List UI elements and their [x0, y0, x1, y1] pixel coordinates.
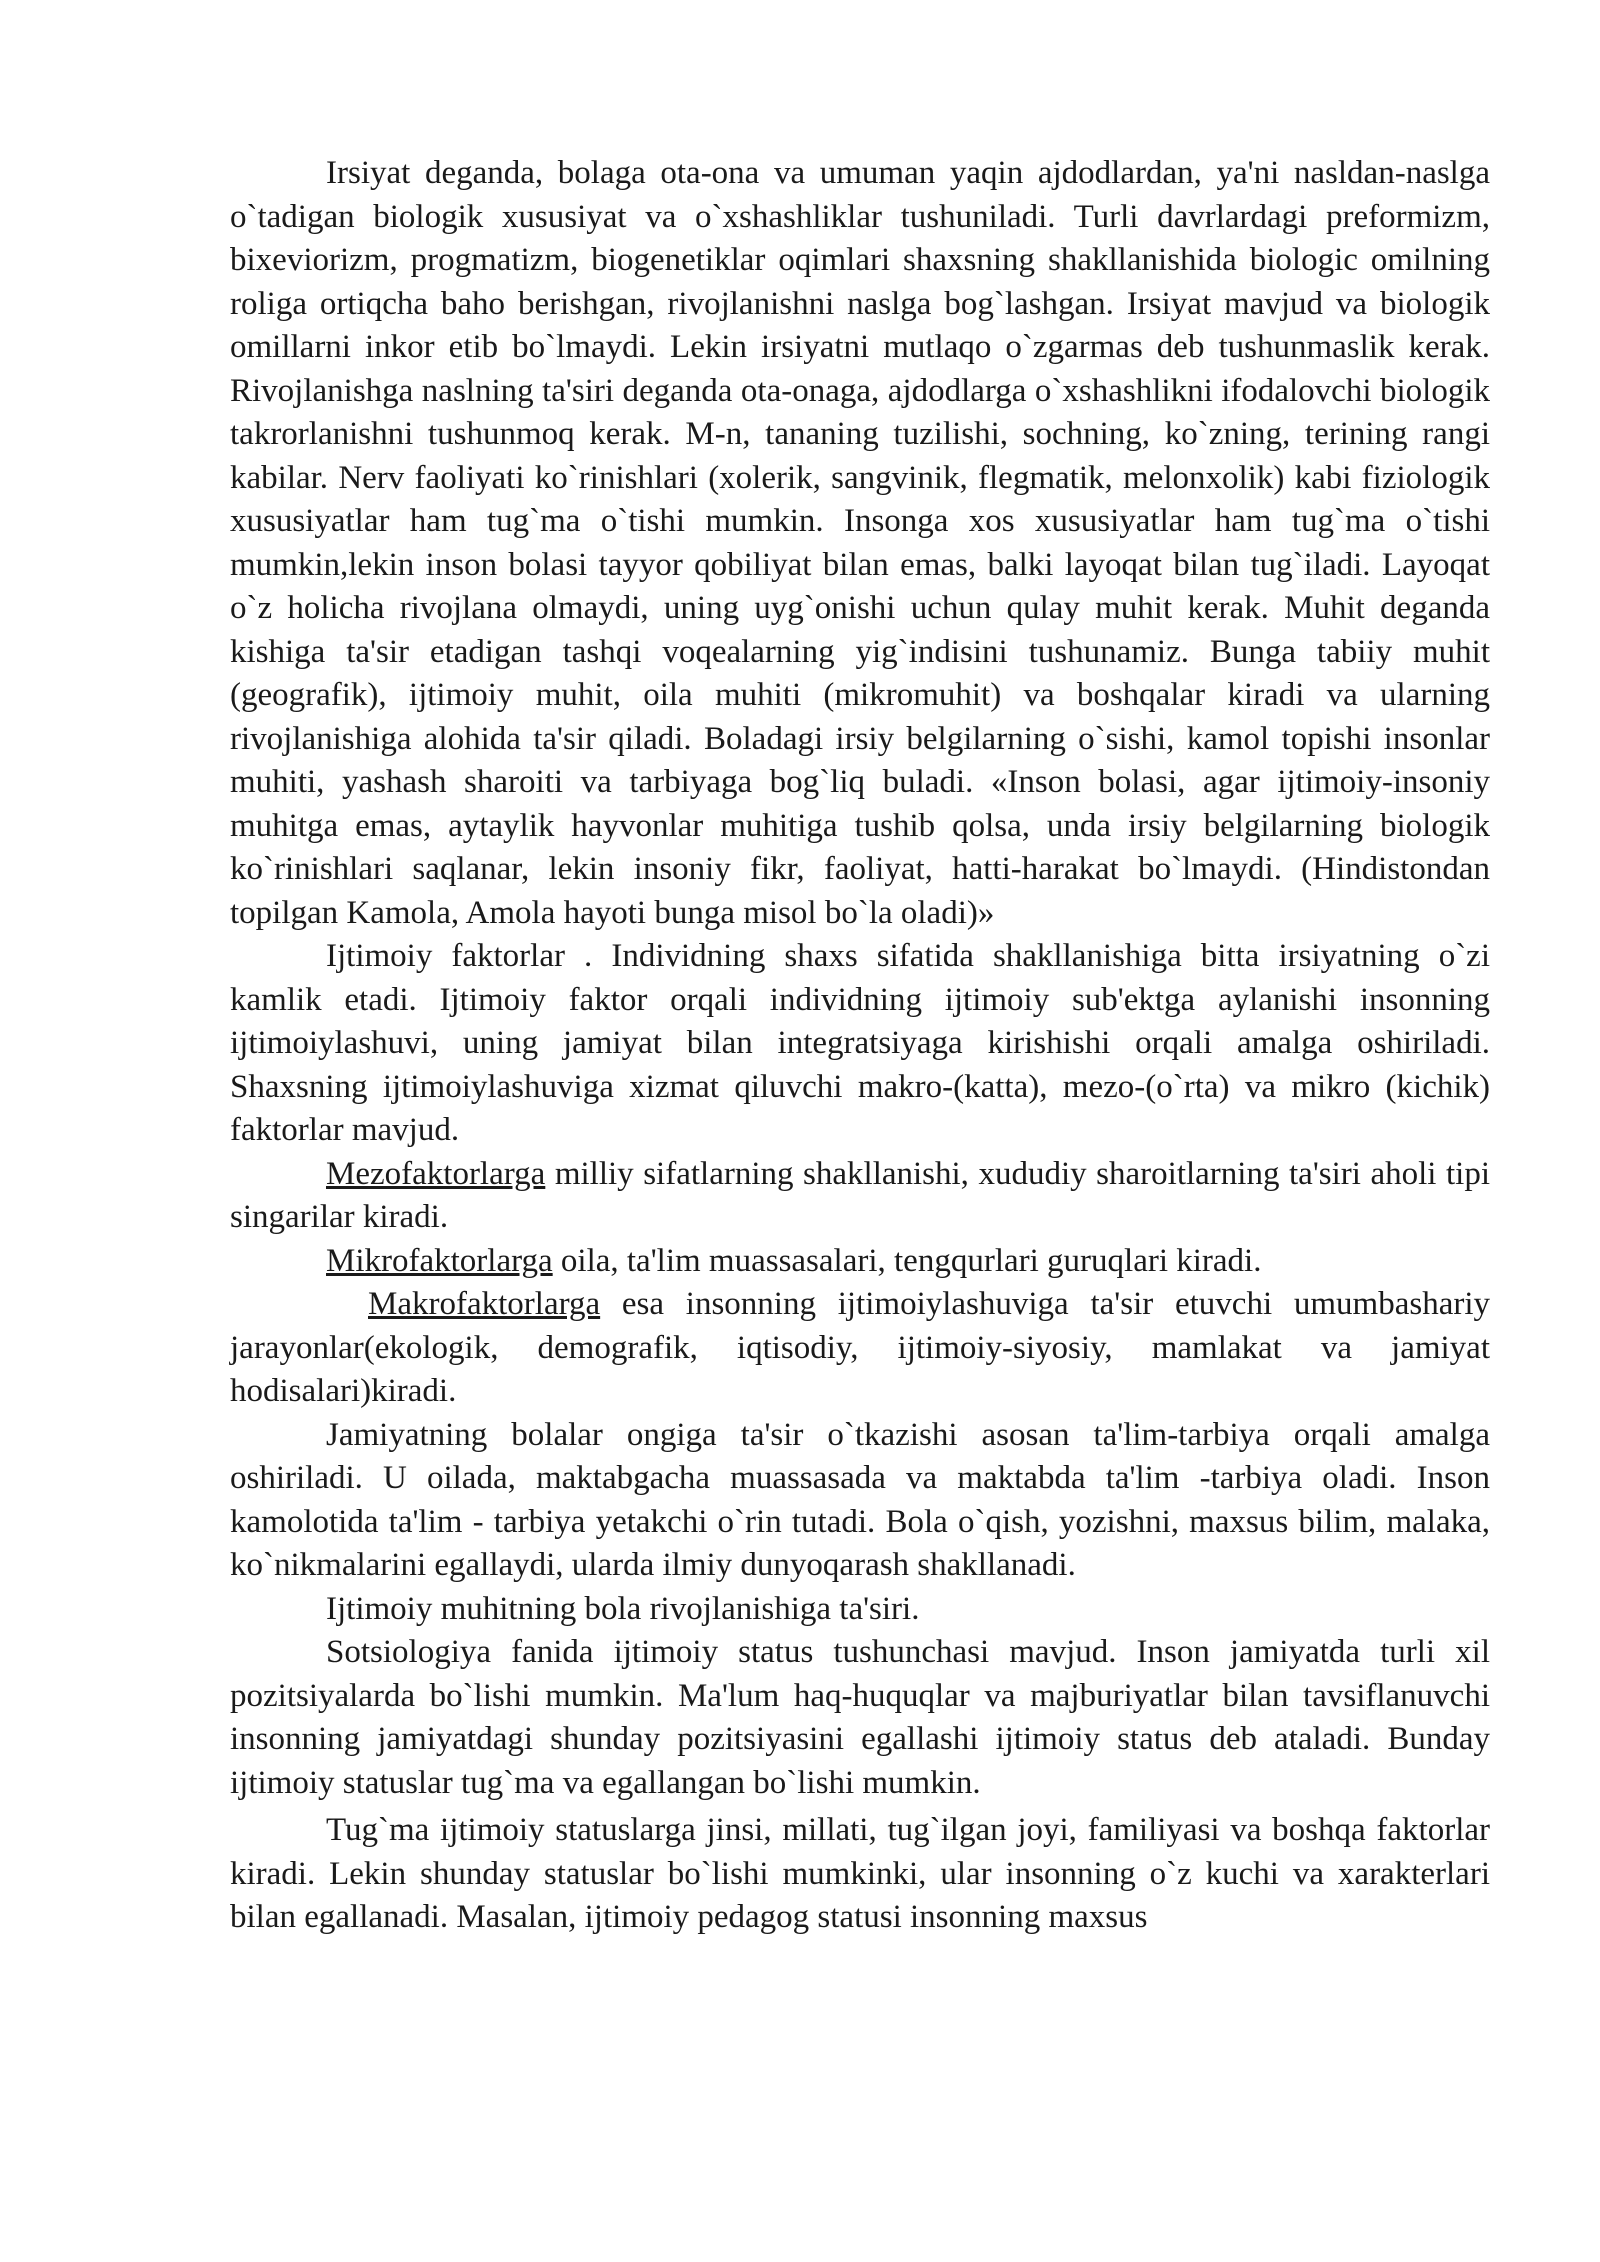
paragraph-social-factors [230, 935, 1490, 1153]
paragraph-text: Tug`ma ijtimoiy statuslarga jinsi, millati, tug`ilgan joyi, familiyasi va boshqa faktorlar kiradi. Lekin shunday statuslar bo`lishi mumkinki, ular insonning o`z kuchi va xarakterlari bilan egallanadi. Masalan, ijtimoiy pedagog statusi insonning maxsus [230, 1812, 1490, 1935]
paragraph-text: Ijtimoiy muhitning bola rivojlanishiga ta'siri. [326, 1590, 920, 1627]
paragraph-innate-status [230, 1809, 1490, 1940]
paragraph-text: Jamiyatning bolalar ongiga ta'sir o`tkazishi asosan ta'lim-tarbiya orqali amalga oshiriladi. U oilada, maktabgacha muassasada va maktabda ta'lim -tarbiya oladi. Inson kamolotida ta'lim - tarbiya yetakchi o`rin tutadi. Bola o`qish, yozishni, maxsus bilim, malaka, ko`nikmalarini egallaydi, ularda ilmiy dunyoqarash shakllanadi. [230, 1416, 1490, 1583]
paragraph-social-status [230, 1631, 1490, 1805]
term-makrofaktorlarga: Makrofaktorlarga [368, 1286, 601, 1322]
term-mikrofaktorlarga: Mikrofaktorlarga [326, 1242, 553, 1279]
paragraph-text: Ijtimoiy faktorlar . Individning shaxs sifatida shakllanishiga bitta irsiyatning o`zi kamlik etadi. Ijtimoiy faktor orqali individning ijtimoiy sub'ektga aylanishi insonning ijtimoiylashuvi, uning jamiyat bilan integratsiyaga kirishishi orqali amalga oshiriladi. Shaxsning ijtimoiylashuviga xizmat qiluvchi makro-(katta), mezo-(o`rta) va mikro (kichik) faktorlar mavjud. [230, 938, 1490, 1148]
paragraph-heredity [230, 152, 1490, 935]
document-page [230, 152, 1490, 1940]
paragraph-text: esa insonning ijtimoiylashuviga ta'sir etuvchi umumbashariy jarayonlar(ekologik, demografik, iqtisodiy, ijtimoiy-siyosiy, mamlakat va jamiyat hodisalari)kiradi. [230, 1286, 1490, 1409]
paragraph-text: milliy sifatlarning shakllanishi, xududiy sharoitlarning ta'siri aholi tipi singarilar kiradi. [230, 1155, 1490, 1235]
paragraph-text: Irsiyat deganda, bolaga ota-ona va umuman yaqin ajdodlardan, ya'ni nasldan-naslga o`tadigan biologik xususiyat va o`xshashliklar tushuniladi. Turli davrlardagi preformizm, bixeviorizm, progmatizm, biogenetiklar oqimlari shaxsning shakllanishida biologic omilning roliga ortiqcha baho berishgan, rivojlanishni naslga bog`lashgan. Irsiyat mavjud va biologik omillarni inkor etib bo`lmaydi. Lekin irsiyatni mutlaqo o`zgarmas deb tushunmaslik kerak. Rivojlanishga naslning ta'siri deganda ota-onaga, ajdodlarga o`xshashlikni ifodalovchi biologik takrorlanishni tushunmoq kerak. M-n, tananing tuzilishi, sochning, ko`zning, terining rangi kabilar. Nerv faoliyati ko`rinishlari (xolerik, sangvinik, flegmatik, melonxolik) kabi fiziologik xususiyatlar ham tug`ma o`tishi mumkin. Insonga xos xususiyatlar ham tug`ma o`tishi mumkin,lekin inson bolasi tayyor qobiliyat bilan emas, balki layoqat bilan tug`iladi. Layoqat o`z holicha rivojlana olmaydi, uning uyg`onishi uchun qulay muhit kerak. Muhit deganda kishiga ta'sir etadigan tashqi voqealarning yig`indisini tushunamiz. Bunga tabiiy muhit (geografik), ijtimoiy muhit, oila muhiti (mikromuhit) va boshqalar kiradi va ularning rivojlanishiga alohida ta'sir qiladi. Boladagi irsiy belgilarning o`sishi, kamol topishi insonlar muhiti, yashash sharoiti va tarbiyaga bog`liq buladi. «Inson bolasi, agar ijtimoiy-insoniy muhitga emas, aytaylik hayvonlar muhitiga tushib qolsa, unda irsiy belgilarning biologik ko`rinishlari saqlanar, lekin insoniy fikr, faoliyat, hatti-harakat bo`lmaydi. (Hindistondan topilgan Kamola, Amola hayoti bunga misol bo`la oladi)» [230, 155, 1490, 931]
paragraph-microfactors [230, 1240, 1490, 1284]
paragraph-education [230, 1414, 1490, 1588]
paragraph-mesofactors [230, 1153, 1490, 1240]
paragraph-section-heading [230, 1588, 1490, 1632]
term-mezofaktorlarga: Mezofaktorlarga [326, 1155, 546, 1192]
paragraph-text: oila, ta'lim muassasalari, tengqurlari guruqlari kiradi. [552, 1242, 1262, 1279]
paragraph-macrofactors [230, 1283, 1490, 1414]
paragraph-text: Sotsiologiya fanida ijtimoiy status tushunchasi mavjud. Inson jamiyatda turli xil pozitsiyalarda bo`lishi mumkin. Ma'lum haq-huquqlar va majburiyatlar bilan tavsiflanuvchi insonning jamiyatdagi shunday pozitsiyasini egallashi ijtimoiy status deb ataladi. Bunday ijtimoiy statuslar tug`ma va egallangan bo`lishi mumkin. [230, 1634, 1490, 1801]
